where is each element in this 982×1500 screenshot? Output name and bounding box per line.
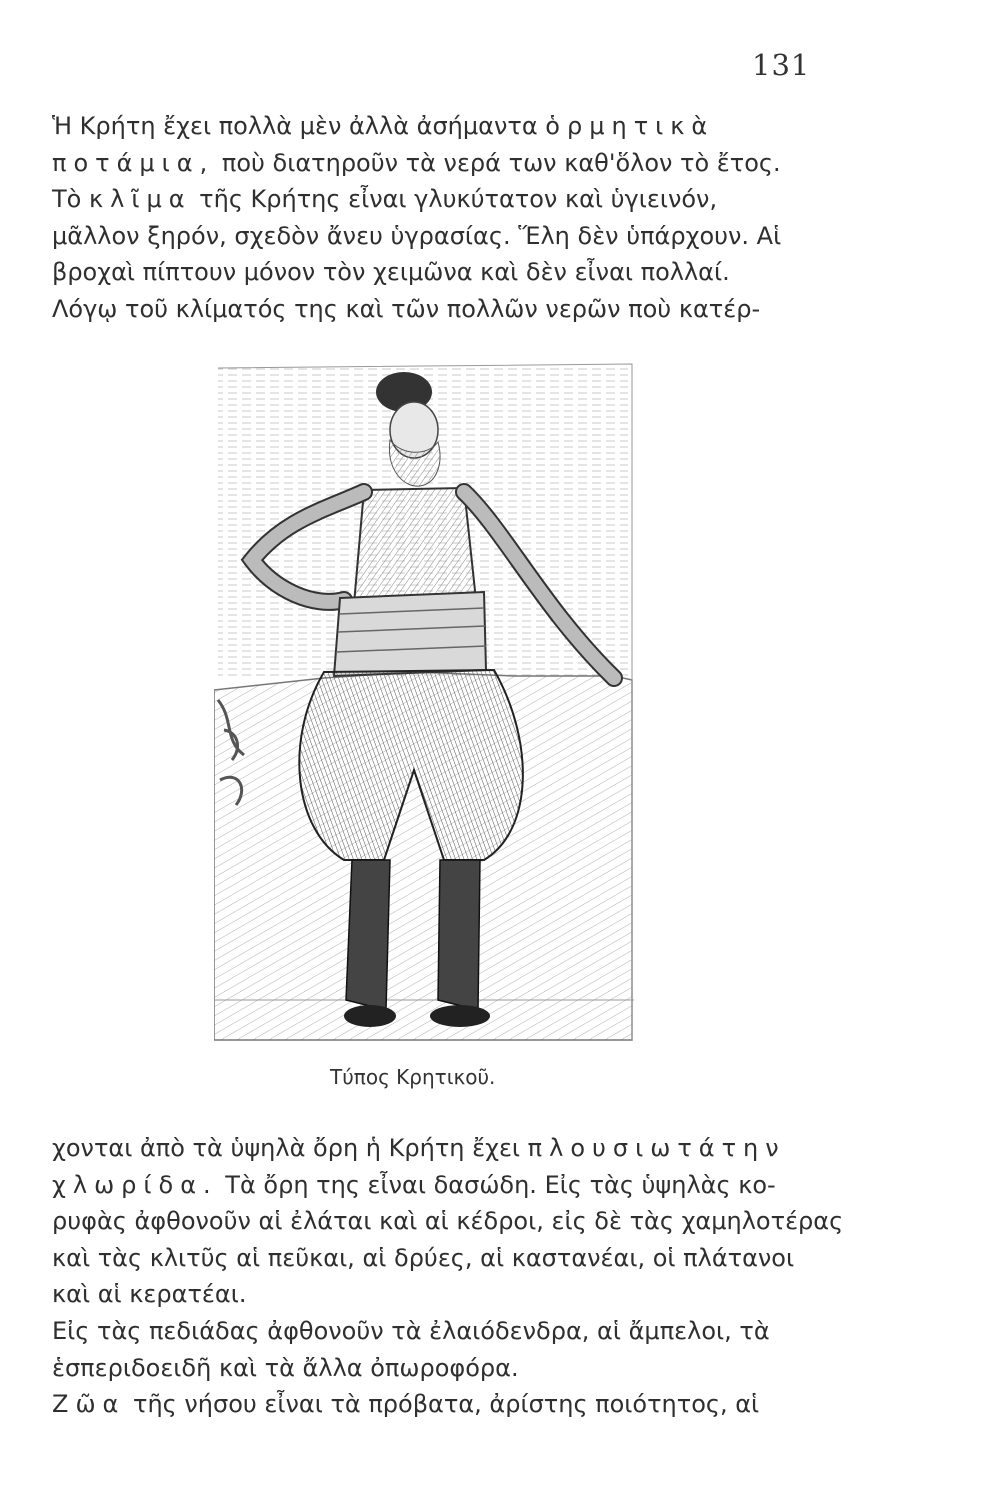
illustration-cretan-man: [214, 360, 634, 1050]
spaced-emphasis: χλωρίδα.: [52, 1170, 218, 1199]
text-run: Εἰς τὰς πεδιάδας ἀφθονοῦν τὰ ἐλαιόδενδρα, αἱ ἄμπελοι, τὰ: [52, 1317, 770, 1345]
text-run: μᾶλλον ξηρόν, σχεδὸν ἄνευ ὑγρασίας. Ἕλη δὲν ὑπάρχουν. Αἱ: [52, 221, 782, 250]
text-run: Τὰ ὄρη της εἶναι δασώδη. Εἰς τὰς ὑψηλὰς κο-: [217, 1170, 776, 1199]
text-line: [52, 291, 760, 327]
text-line: [52, 1350, 519, 1386]
text-line: [52, 1313, 770, 1349]
text-run: τῆς νήσου εἶναι τὰ πρόβατα, ἀρίστης ποιότητος, αἱ: [125, 1390, 760, 1419]
text-line: [52, 1386, 759, 1422]
jacket: [354, 488, 476, 604]
sash: [334, 592, 486, 676]
text-line: [52, 218, 781, 254]
spaced-emphasis: ποτάμια,: [52, 148, 215, 177]
text-line: [52, 181, 717, 217]
spaced-emphasis: ὁρμητικὰ: [545, 112, 715, 140]
figure-caption: Τύπος Κρητικοῦ.: [330, 1065, 496, 1089]
text-run: ἑσπεριδοειδῆ καὶ τὰ ἄλλα ὀπωροφόρα.: [52, 1353, 519, 1382]
text-run: Ἡ Κρήτη ἔχει πολλὰ μὲν ἀλλὰ ἀσήμαντα: [52, 112, 546, 140]
spaced-emphasis: πλουσιωτάτην: [527, 1134, 786, 1162]
text-run: Λόγῳ τοῦ κλίματός της καὶ τῶν πολλῶν νερῶν ποὺ κατέρ-: [52, 294, 761, 323]
text-line: [52, 1276, 246, 1312]
text-line: [52, 1130, 786, 1166]
text-run: καὶ τὰς κλιτῦς αἱ πεῦκαι, αἱ δρύες, αἱ καστανέαι, οἱ πλάτανοι: [52, 1243, 795, 1272]
text-line: [52, 254, 730, 290]
text-line: [52, 1203, 843, 1239]
spaced-emphasis: κλῖμα: [88, 185, 192, 213]
spaced-emphasis: Ζῶα: [52, 1390, 126, 1419]
text-line: [52, 1167, 776, 1203]
text-line: [52, 145, 781, 181]
left-boot: [346, 860, 390, 1010]
text-run: καὶ αἱ κερατέαι.: [52, 1280, 247, 1309]
text-run: ρυφὰς ἀφθονοῦν αἱ ἐλάται καὶ αἱ κέδροι, εἰς δὲ τὰς χαμηλοτέρας: [52, 1207, 844, 1236]
text-run: Τὸ: [52, 185, 89, 213]
page-number: 131: [752, 48, 811, 82]
right-boot: [438, 860, 480, 1010]
text-run: βροχαὶ πίπτουν μόνον τὸν χειμῶνα καὶ δὲν εἶναι πολλαί.: [52, 258, 730, 286]
text-run: χονται ἀπὸ τὰ ὑψηλὰ ὄρη ἡ Κρήτη ἔχει: [52, 1134, 528, 1162]
text-run: ποὺ διατηροῦν τὰ νερά των καθ'ὅλον τὸ ἔτος.: [214, 148, 781, 177]
text-run: τῆς Κρήτης εἶναι γλυκύτατον καὶ ὑγιεινόν,: [191, 185, 718, 213]
text-line: [52, 1240, 794, 1276]
text-line: [52, 108, 714, 144]
